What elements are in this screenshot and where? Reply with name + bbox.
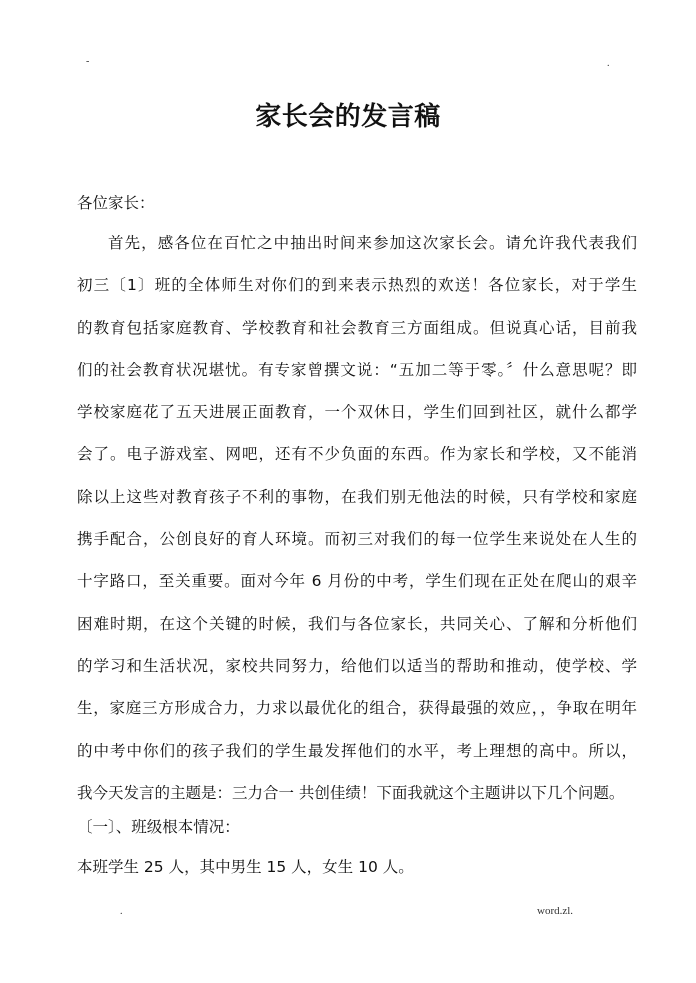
paragraph-line: 我今天发言的主题是：三力合一 共创佳绩！下面我就这个主题讲以下几个问题。 [77,783,625,802]
greeting-line: 各位家长： [77,194,155,212]
paragraph-line: 困难时期，在这个关键的时候，我们与各位家长，共同关心、了解和分析他们 [77,614,637,633]
page-footer: word.zl. [537,905,574,917]
paragraph-line: 携手配合，公创良好的育人环境。而初三对我们的每一位学生来说处在人生的 [77,530,637,549]
paragraph-line: 的教育包括家庭教育、学校教育和社会教育三方面组成。但说真心话，目前我 [77,318,637,337]
page-corner-mark-top-right: . [607,58,610,69]
paragraph-line: 的中考中你们的孩子我们的学生最发挥他们的水平，考上理想的高中。所以， [77,741,637,760]
document-title: 家长会的发言稿 [255,102,441,132]
paragraph-line: 们的社会教育状况堪忧。有专家曾撰文说：“五加二等于零。〞什么意思呢？即 [77,360,637,379]
section-heading: 〔一〕、班级根本情况： [77,818,240,836]
section-text-line: 本班学生 25 人，其中男生 15 人，女生 10 人。 [77,858,414,876]
paragraph-line: 的学习和生活状况，家校共同努力，给他们以适当的帮助和推动，使学校、学 [77,656,637,675]
paragraph-line: 除以上这些对教育孩子不利的事物，在我们别无他法的时候，只有学校和家庭 [77,487,637,506]
page-corner-mark-bottom-left: . [120,906,123,917]
paragraph-line: 初三〔1〕班的全体师生对你们的到来表示热烈的欢送！各位家长，对于学生 [77,276,637,295]
paragraph-line: 生，家庭三方形成合力，力求以最优化的组合，获得最强的效应，，争取在明年 [77,699,637,718]
paragraph-line: 学校家庭花了五天进展正面教育，一个双休日，学生们回到社区，就什么都学 [77,403,637,422]
paragraph-line: 十字路口，至关重要。面对今年 6 月份的中考，学生们现在正处在爬山的艰辛 [77,572,637,591]
opening-paragraph [77,232,637,824]
paragraph-line: 首先，感各位在百忙之中抽出时间来参加这次家长会。请允许我代表我们 [108,234,637,252]
page-corner-mark-top-left: - [86,56,90,67]
paragraph-line: 会了。电子游戏室、网吧，还有不少负面的东西。作为家长和学校，又不能消 [77,445,637,464]
